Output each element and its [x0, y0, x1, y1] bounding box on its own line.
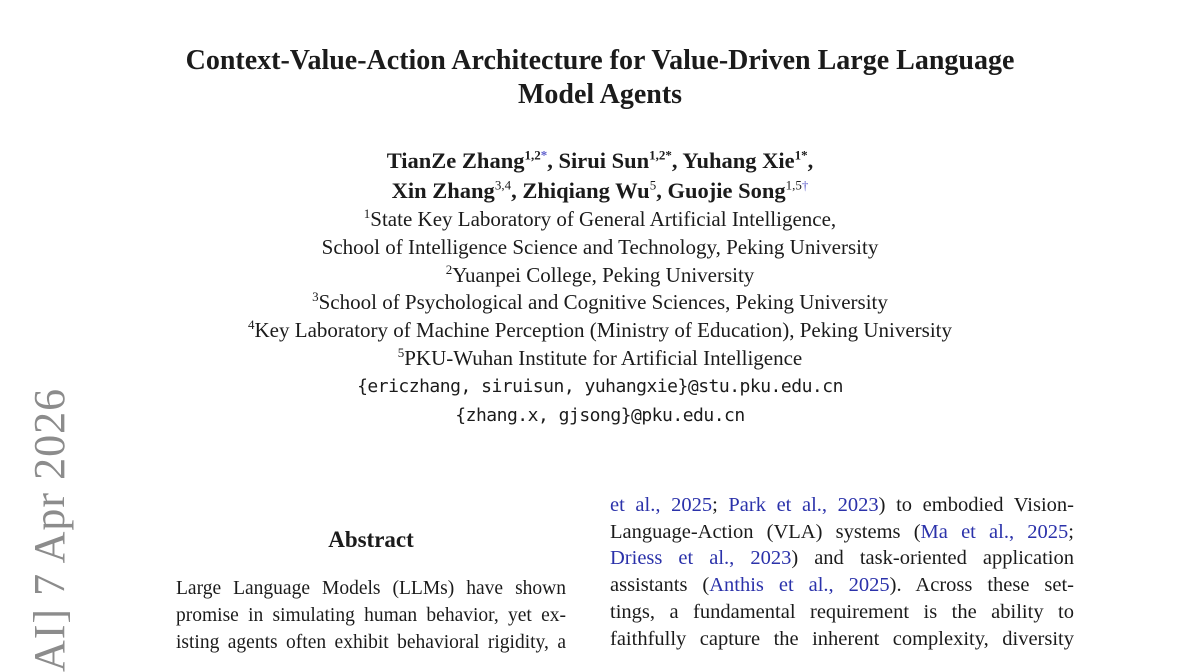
text-segment: Language-Action (VLA) systems ( [610, 520, 921, 543]
text-segment: tings, a fundamental requirement is the ability to [610, 600, 1074, 623]
author-name: , Guojie Song [656, 177, 786, 203]
body-text-line [610, 626, 1074, 653]
author-affiliation-superscript: 1,5† [785, 177, 809, 192]
body-column [610, 492, 1074, 652]
footnote-marker: * [665, 147, 672, 163]
arxiv-watermark-date: AI] 7 Apr 2026 [25, 387, 74, 672]
author-line [0, 176, 1200, 206]
author-affiliation-superscript: 1,2* [649, 147, 672, 163]
author-line [0, 146, 1200, 176]
body-text-line [610, 599, 1074, 626]
paper-title-line: Context-Value-Action Architecture for Value-Driven Large Language [185, 45, 1015, 76]
citation-link[interactable]: Park et al., 2023 [728, 494, 879, 516]
body-text-line [610, 519, 1074, 546]
affiliation-line: $^3$School of Psychological and Cognitive Sciences, Peking University [312, 289, 888, 315]
abstract-text-line: promise in simulating human behavior, yet ex- [176, 604, 566, 626]
author-affiliation-superscript: 5 [649, 177, 657, 192]
affiliation-line: $^4$Key Laboratory of Machine Perception (Ministry of Education), Peking University [248, 317, 952, 343]
text-segment: ; [712, 494, 729, 516]
author-name: Xin Zhang [391, 177, 495, 203]
author-name: , Sirui Sun [547, 148, 650, 173]
affiliation-line: $^5$PKU-Wuhan Institute for Artificial Intelligence [397, 344, 803, 370]
footnote-marker[interactable]: † [801, 177, 809, 192]
email-line: {zhang.x, gjsong}@pku.edu.cn [455, 405, 745, 426]
text-segment: ). Across these set- [889, 574, 1074, 597]
author-name: TianZe Zhang [386, 148, 525, 173]
author-separator: , [807, 148, 814, 173]
body-text-line [610, 545, 1074, 572]
affiliation-list [0, 206, 1200, 373]
citation-link[interactable]: et al., 2025 [610, 494, 713, 516]
text-segment: ; [1068, 520, 1074, 543]
paper-title-line: Model Agents [517, 79, 683, 110]
affiliation-line: $^2$Yuanpei College, Peking University [445, 261, 755, 287]
abstract-paragraph [176, 576, 566, 656]
author-affiliation-superscript: 3,4 [494, 177, 512, 192]
email-block [0, 372, 1200, 430]
text-segment: faithfully capture the inherent complexity, diversity [610, 627, 1074, 650]
footnote-marker: * [801, 147, 808, 163]
email-line: {ericzhang, siruisun, yuhangxie}@stu.pku.edu.cn [357, 376, 843, 397]
citation-link[interactable]: Anthis et al., 2025 [709, 574, 890, 597]
author-name: , Yuhang Xie [671, 148, 795, 173]
author-affiliation-superscript: 1,2* [524, 147, 548, 163]
abstract-heading: Abstract [328, 527, 414, 552]
body-text-line [610, 572, 1074, 599]
citation-link[interactable]: Ma et al., 2025 [920, 520, 1069, 543]
author-name: , Zhiqiang Wu [511, 177, 650, 203]
affiliation-line: $^1$State Key Laboratory of General Artificial Intelligence, [363, 206, 837, 231]
text-segment: ) to embodied Vision- [878, 494, 1075, 516]
citation-link[interactable]: Driess et al., 2023 [610, 547, 792, 570]
author-affiliation-superscript: 1* [794, 147, 808, 163]
text-segment: ) and task-oriented application [791, 547, 1074, 570]
affiliation-line: School of Intelligence Science and Technology, Peking University [321, 234, 879, 259]
text-segment: assistants ( [610, 574, 710, 597]
author-list [0, 146, 1200, 205]
abstract-text-line: Large Language Models (LLMs) have shown [176, 578, 566, 599]
body-text-line [610, 492, 1074, 519]
paper-title [0, 44, 1200, 112]
footnote-marker[interactable]: * [540, 147, 548, 163]
abstract-text-line: isting agents often exhibit behavioral rigidity, a [176, 631, 566, 653]
